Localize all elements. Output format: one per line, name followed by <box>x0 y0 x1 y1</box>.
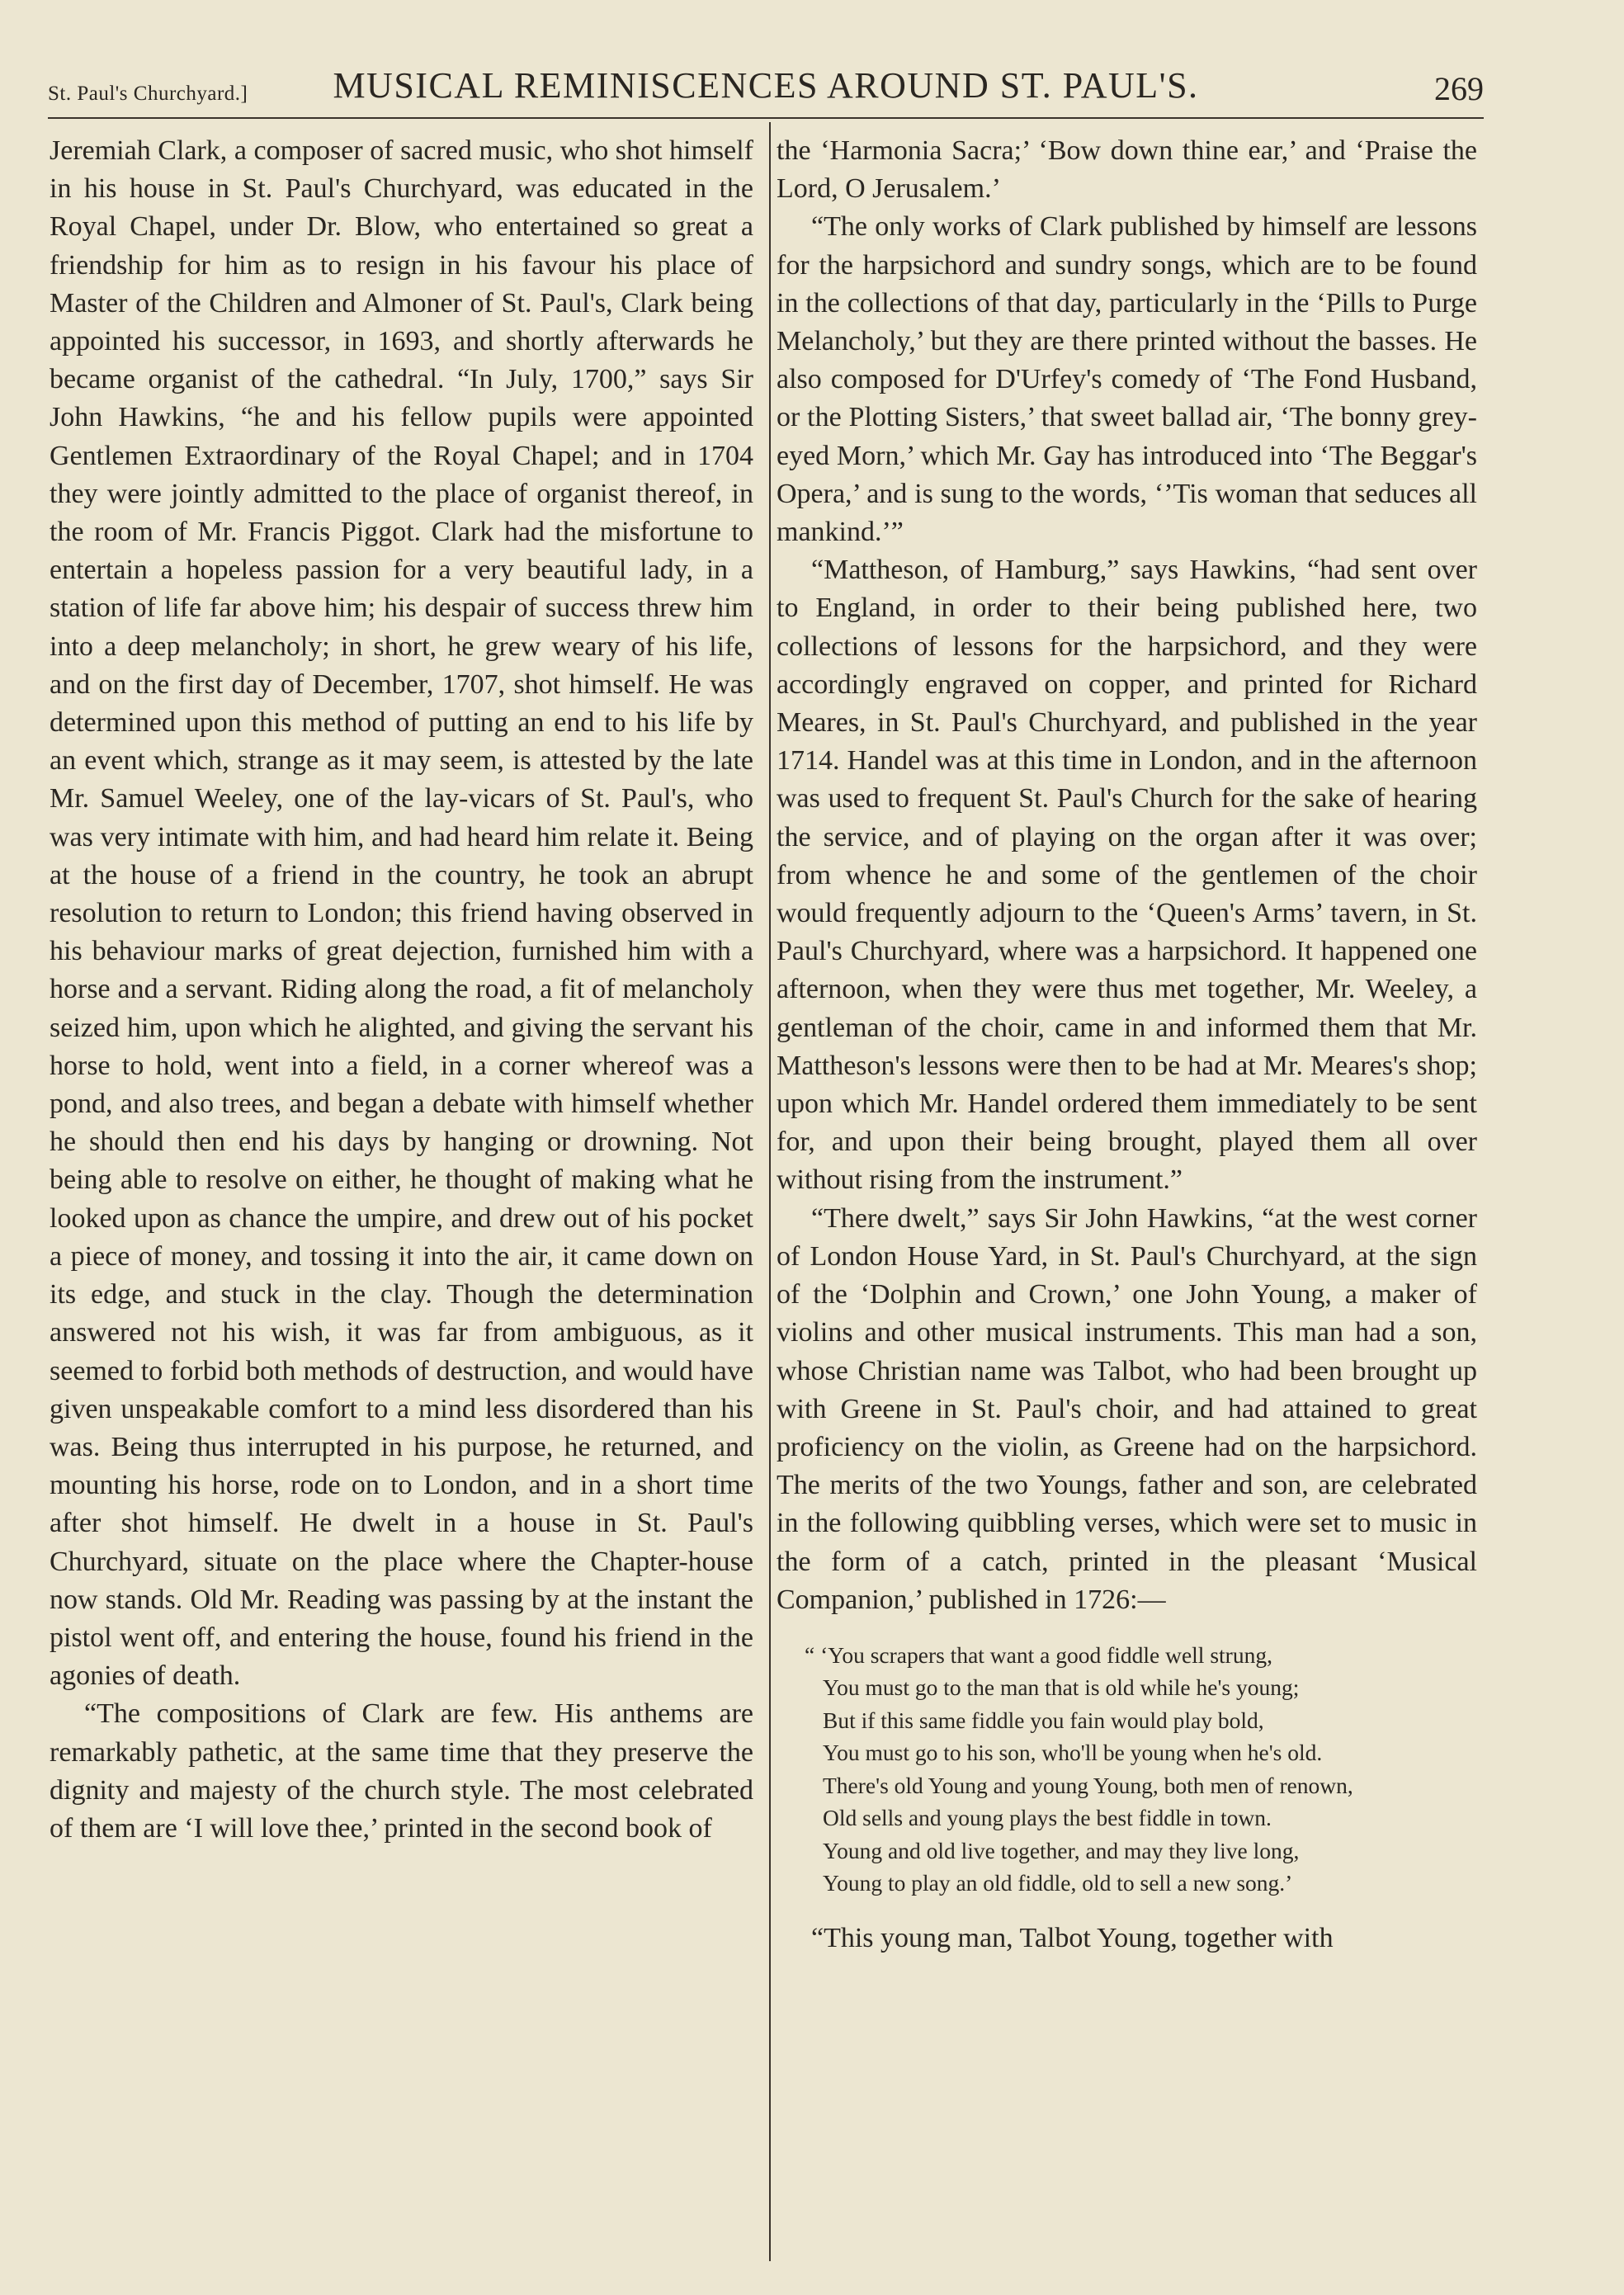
verse-line: Old sells and young plays the best fiddle in town. <box>823 1805 1272 1831</box>
running-head <box>48 64 1484 122</box>
paragraph: “The only works of Clark published by himself are lessons for the harpsichord and sundry songs, which are to be found in the collections of that day, particularly in the ‘Pills to Purge Melancholy,’ but they are there printed without the basses. He also composed for D'Urfey's comedy of ‘The Fond Husband, or the Plotting Sisters,’ that sweet ballad air, ‘The bonny grey-eyed Morn,’ which Mr. Gay has introduced into ‘The Beggar's Opera,’ and is sung to the words, ‘’Tis woman that seduces all mankind.’” <box>777 211 1477 548</box>
verse-line: There's old Young and young Young, both men of renown, <box>823 1772 1353 1798</box>
left-column <box>50 132 753 1848</box>
verse-line: You must go to his son, who'll be young when he's old. <box>823 1740 1323 1766</box>
verse-line: You must go to the man that is old while he's young; <box>823 1674 1300 1701</box>
page-number: 269 <box>1434 70 1484 107</box>
verse-line: But if this same fiddle you fain would play bold, <box>823 1707 1264 1733</box>
verse-quotation <box>805 1639 1477 1900</box>
paragraph: Jeremiah Clark, a composer of sacred music, who shot himself in his house in St. Paul's Churchyard, was educated in the Royal Chapel, under Dr. Blow, who entertained so great a friendship for him as to resign in his favour his place of Master of the Children and Almoner of St. Paul's, Clark being appointed his successor, in 1693, and shortly afterwards he became organist of the cathedral. “In July, 1700,” says Sir John Hawkins, “he and his fellow pupils were appointed Gentlemen Extraordinary of the Royal Chapel; and in 1704 they were jointly admitted to the place of organist thereof, in the room of Mr. Francis Piggot. Clark had the misfortune to entertain a hopeless passion for a very beautiful lady, in a station of life far above him; his despair of success threw him into a deep melancholy; in short, he grew weary of his life, and on the first day of December, 1707, shot himself. He was determined upon this method of putting an end to his life by an event which, strange as it may seem, is attested by the late Mr. Samuel Weeley, one of the lay-vicars of St. Paul's, who was very intimate with him, and had heard him relate it. Being at the house of a friend in the country, he took an abrupt resolution to return to London; this friend having observed in his behaviour marks of great dejection, furnished him with a horse and a servant. Riding along the road, a fit of melancholy seized him, upon which he alighted, and giving the servant his horse to hold, went into a field, in a corner whereof was a pond, and also trees, and began a debate with himself whether he should then end his days by hanging or drowning. Not being able to resolve on either, he thought of making what he looked upon as chance the umpire, and drew out of his pocket a piece of money, and tossing it into the air, it came down on its edge, and stuck in the clay. Though the determination answered not his wish, it was far from ambiguous, as it seemed to forbid both methods of destruction, and would have given unspeakable comfort to a mind less disordered than his was. Being thus interrupted in his purpose, he returned, and mounting his horse, rode on to London, and in a short time after shot himself. He dwelt in a house in St. Paul's Churchyard, situate on the place where the Chapter-house now stands. Old Mr. Reading was passing by at the instant the pistol went off, and entering the house, found his friend in the agonies of death. <box>50 135 753 1692</box>
right-column <box>777 132 1477 1957</box>
verse-line: “ ‘You scrapers that want a good fiddle well strung, <box>805 1641 1272 1668</box>
verse-line: Young and old live together, and may they live long, <box>823 1837 1300 1863</box>
paragraph: the ‘Harmonia Sacra;’ ‘Bow down thine ear,’ and ‘Praise the Lord, O Jerusalem.’ <box>777 135 1477 205</box>
paragraph: “Mattheson, of Hamburg,” says Hawkins, “had sent over to England, in order to their being published here, two collections of lessons for the harpsichord, and they were accordingly engraved on copper, and printed for Richard Meares, in St. Paul's Churchyard, and published in the year 1714. Handel was at this time in London, and in the afternoon was used to frequent St. Paul's Church for the sake of hearing the service, and of playing on the organ after it was over; from whence he and some of the gentlemen of the choir would frequently adjourn to the ‘Queen's Arms’ tavern, in St. Paul's Churchyard, where was a harpsichord. It happened one afternoon, when they were thus met together, Mr. Weeley, a gentleman of the choir, came in and informed them that Mr. Mattheson's lessons were then to be had at Mr. Meares's shop; upon which Mr. Handel ordered them immediately to be sent for, and upon their being brought, played them all over without rising from the instrument.” <box>777 555 1477 1196</box>
paragraph: “There dwelt,” says Sir John Hawkins, “at the west corner of London House Yard, in St. Paul's Churchyard, at the sign of the ‘Dolphin and Crown,’ one John Young, a maker of violins and other musical instruments. This man had a son, whose Christian name was Talbot, who had been brought up with Greene in St. Paul's choir, and had attained to great proficiency on the violin, as Greene had on the harpsichord. The merits of the two Youngs, father and son, are celebrated in the following quibbling verses, which were set to music in the form of a catch, printed in the pleasant ‘Musical Companion,’ published in 1726:— <box>777 1202 1477 1615</box>
section-label: St. Paul's Churchyard.] <box>48 83 248 105</box>
verse-line: Young to play an old fiddle, old to sell a new song.’ <box>823 1870 1293 1896</box>
header-rule <box>48 117 1484 119</box>
paragraph: “The compositions of Clark are few. His anthems are remarkably pathetic, at the same time that they preserve the dignity and majesty of the church style. The most celebrated of them are ‘I will love thee,’ printed in the second book of <box>50 1698 753 1844</box>
page-title: MUSICAL REMINISCENCES AROUND ST. PAUL'S. <box>333 65 1199 106</box>
column-divider <box>769 122 771 2261</box>
paragraph: “This young man, Talbot Young, together with <box>811 1922 1334 1953</box>
